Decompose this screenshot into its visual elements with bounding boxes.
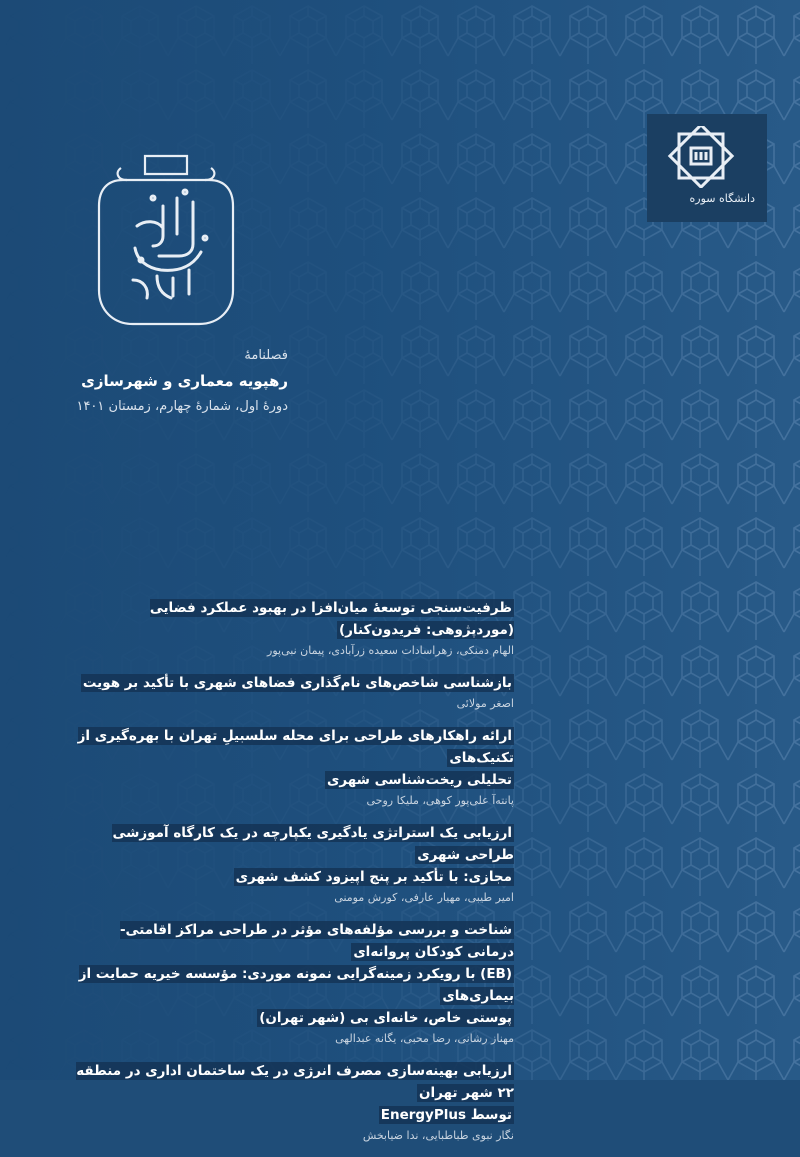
university-name: دانشگاه سوره	[689, 192, 755, 205]
article-item	[74, 725, 514, 810]
article-authors: الهام دمنکی، زهراسادات سعیده زرآبادی، پیمان نبی‌پور	[267, 644, 514, 657]
university-badge	[647, 114, 767, 222]
issue-info: دورهٔ اول، شمارهٔ چهارم، زمستان ۱۴۰۱	[76, 399, 288, 414]
article-title-text: بازشناسی شاخص‌های نام‌گذاری فضاهای شهری با تأکید بر هویت	[82, 675, 512, 691]
article-authors: اصغر مولائی	[456, 697, 514, 710]
article-title-line	[74, 822, 514, 866]
article-title-text: ارائه راهکارهای طراحی برای محله سلسبیلِ تهران با بهره‌گیری از تکنیک‌های	[77, 728, 514, 766]
university-emblem-icon	[665, 126, 737, 188]
journal-title: رهپویه معماری و شهرسازی	[81, 372, 288, 390]
article-title-text: پوستی خاص، خانه‌ای بی (شهر تهران)	[259, 1010, 512, 1026]
article-title-line	[74, 1060, 514, 1104]
article-title-text: شناخت و بررسی مؤلفه‌های مؤثر در طراحی مراکز اقامتی-درمانی کودکان پروانه‌ای	[119, 922, 514, 960]
article-item	[74, 597, 514, 660]
article-authors: امیر طیبی، مهیار عارفی، کورش مومنی	[334, 891, 514, 904]
article-title-line	[74, 866, 514, 888]
journal-calligraphy-logo-icon	[93, 140, 239, 330]
article-authors: پانته‌آ علی‌پور کوهی، ملیکا روحی	[366, 794, 514, 807]
article-title-text: توسط EnergyPlus	[380, 1107, 512, 1123]
article-item	[74, 1060, 514, 1145]
article-title-text: ظرفیت‌سنجی توسعهٔ میان‌افزا در بهبود عملکرد فضایی (موردپژوهی: فریدون‌کنار)	[149, 600, 514, 638]
article-title-line	[74, 769, 514, 791]
article-item	[74, 672, 514, 713]
article-item	[74, 919, 514, 1048]
article-title-line	[74, 597, 514, 641]
article-authors: نگار نبوی طباطبایی، ندا ضیابخش	[362, 1129, 514, 1142]
article-title-text: (EB) با رویکرد زمینه‌گرایی نمونه موردی: مؤسسه خیریه حمایت از بیماری‌های	[78, 966, 514, 1004]
article-list	[74, 597, 514, 1157]
article-title-line	[74, 1104, 514, 1126]
journal-type-label: فصلنامهٔ	[244, 348, 288, 363]
article-title-line	[74, 672, 514, 694]
article-title-text: ارزیابی یک استراتژی یادگیری یکپارچه در یک کارگاه آموزشی طراحی شهری	[112, 825, 514, 863]
article-authors: مهناز رشانی، رضا محبی، یگانه عبدالهی	[335, 1032, 514, 1045]
article-title-text: تحلیلی ریخت‌شناسی شهری	[327, 772, 512, 788]
article-title-text: مجازی: با تأکید بر پنج اپیزود کشف شهری	[235, 869, 512, 885]
article-item	[74, 822, 514, 907]
article-title-line	[74, 963, 514, 1007]
article-title-line	[74, 919, 514, 963]
article-title-text: ارزیابی بهینه‌سازی مصرف انرژی در یک ساختمان اداری در منطقه ۲۲ شهر تهران	[76, 1063, 514, 1101]
article-title-line	[74, 725, 514, 769]
article-title-line	[74, 1007, 514, 1029]
